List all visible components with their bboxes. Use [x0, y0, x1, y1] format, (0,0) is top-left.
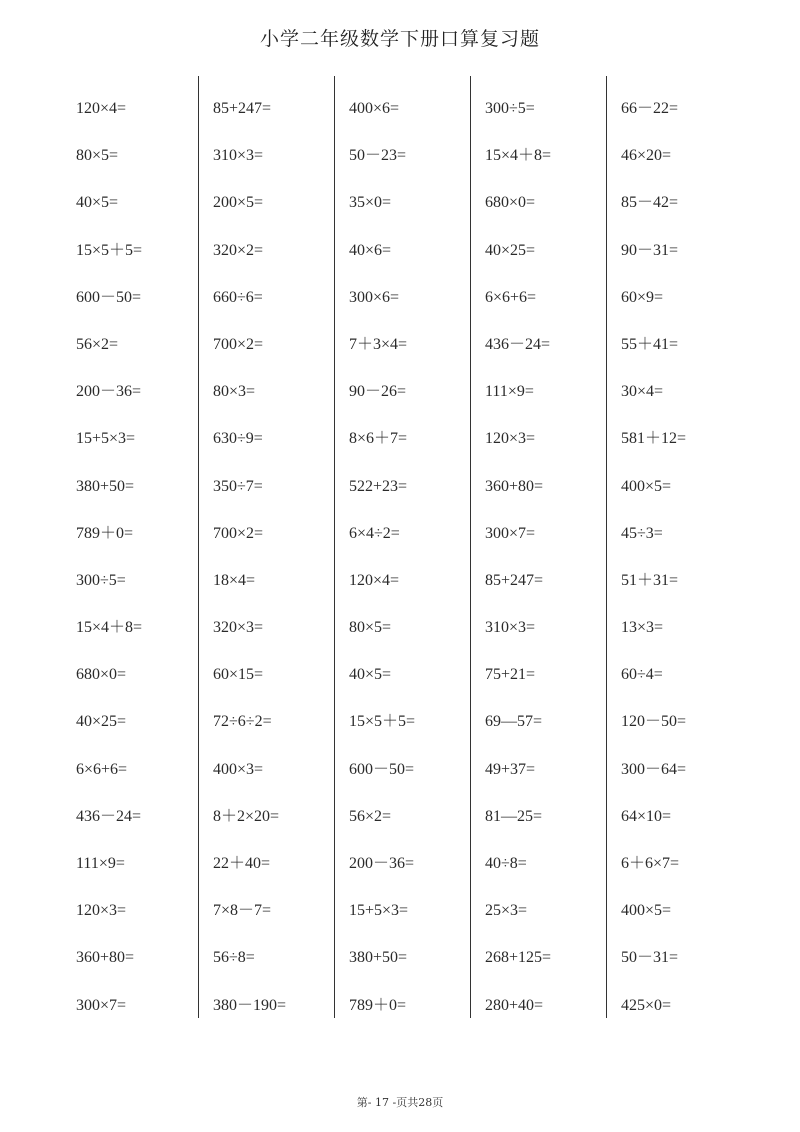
problem-item: 40×25= — [485, 241, 536, 259]
problem-item: 310×3= — [485, 619, 536, 637]
problem-item: 40×25= — [76, 713, 127, 731]
problem-column-3 — [334, 76, 470, 1018]
problem-item: 360+80= — [76, 949, 135, 967]
problem-item: 7＋3×4= — [349, 335, 408, 353]
problem-item: 120×4= — [349, 571, 400, 589]
problem-item: 40×5= — [76, 194, 119, 212]
problem-item: 80×5= — [349, 619, 392, 637]
problem-item: 380+50= — [349, 949, 408, 967]
problem-item: 436－24= — [485, 335, 551, 353]
problem-item: 789＋0= — [349, 996, 407, 1014]
problem-item: 660÷6= — [213, 288, 263, 306]
problem-item: 40÷8= — [485, 855, 527, 872]
problem-item: 15×5＋5= — [349, 713, 416, 731]
problem-item: 300÷5= — [76, 571, 126, 589]
problem-item: 120×4= — [76, 100, 127, 117]
problem-item: 8×6＋7= — [349, 430, 408, 448]
problem-item: 111×9= — [485, 383, 534, 401]
problem-item: 50－31= — [621, 949, 679, 967]
problem-item: 425×0= — [621, 996, 672, 1014]
problem-item: 120×3= — [76, 902, 127, 920]
problem-item: 320×3= — [213, 619, 264, 637]
page-footer: 第- 17 -页共28页 — [356, 1096, 444, 1109]
problem-item: 436－24= — [76, 807, 142, 825]
problem-item: 85－42= — [621, 194, 679, 212]
problem-item: 581＋12= — [621, 430, 687, 448]
problem-item: 80×5= — [76, 147, 119, 165]
problem-item: 40×5= — [349, 666, 392, 684]
problem-item: 6＋6×7= — [621, 855, 680, 872]
problem-item: 8＋2×20= — [213, 807, 280, 825]
problem-item: 18×4= — [213, 571, 256, 589]
problem-item: 15+5×3= — [76, 430, 136, 448]
problem-item: 22＋40= — [213, 855, 271, 872]
problem-item: 60×15= — [213, 666, 264, 684]
problem-item: 6×4÷2= — [349, 524, 400, 542]
problem-item: 56×2= — [76, 335, 119, 353]
problem-column-5 — [606, 76, 742, 1018]
problem-column-4 — [470, 76, 606, 1018]
problem-item: 60×9= — [621, 288, 664, 306]
problem-item: 380+50= — [76, 477, 135, 495]
problem-item: 300－64= — [621, 760, 687, 778]
problem-item: 40×6= — [349, 241, 392, 259]
problem-item: 120－50= — [621, 713, 687, 731]
problem-item: 90－31= — [621, 241, 679, 259]
problem-item: 600－50= — [76, 288, 142, 306]
problem-item: 360+80= — [485, 477, 544, 495]
problem-item: 66－22= — [621, 100, 679, 117]
problem-item: 268+125= — [485, 949, 552, 967]
problem-item: 310×3= — [213, 147, 264, 165]
problem-item: 90－26= — [349, 383, 407, 401]
problem-item: 600－50= — [349, 760, 415, 778]
problem-item: 680×0= — [76, 666, 127, 684]
problem-item: 380－190= — [213, 996, 287, 1014]
problem-item: 320×2= — [213, 241, 264, 259]
problem-item: 25×3= — [485, 902, 528, 920]
problem-item: 400×5= — [621, 902, 672, 920]
problem-item: 120×3= — [485, 430, 536, 448]
page-title: 小学二年级数学下册口算复习题 — [259, 28, 540, 50]
problem-item: 300×7= — [485, 524, 536, 542]
problem-item: 15×5＋5= — [76, 241, 143, 259]
problem-item: 64×10= — [621, 807, 672, 825]
problem-item: 50－23= — [349, 147, 407, 165]
problem-column-2 — [198, 76, 334, 1018]
problem-item: 280+40= — [485, 996, 544, 1014]
problem-item: 789＋0= — [76, 524, 134, 542]
problem-item: 350÷7= — [213, 477, 263, 495]
problem-item: 6×6+6= — [485, 288, 537, 306]
problem-item: 72÷6÷2= — [213, 713, 272, 731]
problem-item: 13×3= — [621, 619, 664, 637]
problem-item: 400×6= — [349, 100, 400, 117]
problem-item: 51＋31= — [621, 571, 679, 589]
problem-item: 300×6= — [349, 288, 400, 306]
problem-item: 522+23= — [349, 477, 408, 495]
problem-item: 200－36= — [76, 383, 142, 401]
problem-item: 700×2= — [213, 524, 264, 542]
problem-item: 400×5= — [621, 477, 672, 495]
problem-item: 69—57= — [485, 713, 543, 731]
problem-item: 630÷9= — [213, 430, 263, 448]
problem-item: 200－36= — [349, 855, 415, 872]
problem-item: 60÷4= — [621, 666, 663, 684]
problem-item: 80×3= — [213, 383, 256, 401]
problem-item: 85+247= — [213, 100, 272, 117]
problem-item: 15×4＋8= — [485, 147, 552, 165]
problem-item: 30×4= — [621, 383, 664, 401]
problem-item: 7×8－7= — [213, 902, 272, 920]
problem-item: 49+37= — [485, 760, 536, 778]
problem-column-1 — [62, 76, 198, 1018]
problem-item: 300×7= — [76, 996, 127, 1014]
problem-item: 15+5×3= — [349, 902, 409, 920]
problem-item: 85+247= — [485, 571, 544, 589]
problem-item: 55＋41= — [621, 335, 679, 353]
problem-item: 680×0= — [485, 194, 536, 212]
problem-item: 81—25= — [485, 807, 543, 825]
problem-item: 75+21= — [485, 666, 536, 684]
problem-item: 700×2= — [213, 335, 264, 353]
problem-grid — [62, 76, 744, 1018]
problem-item: 6×6+6= — [76, 760, 128, 778]
problem-item: 15×4＋8= — [76, 619, 143, 637]
problem-item: 111×9= — [76, 855, 125, 872]
problem-item: 56÷8= — [213, 949, 255, 967]
problem-item: 46×20= — [621, 147, 672, 165]
problem-item: 400×3= — [213, 760, 264, 778]
problem-item: 300÷5= — [485, 100, 535, 117]
problem-item: 200×5= — [213, 194, 264, 212]
problem-item: 45÷3= — [621, 524, 663, 542]
problem-item: 56×2= — [349, 807, 392, 825]
problem-item: 35×0= — [349, 194, 392, 212]
